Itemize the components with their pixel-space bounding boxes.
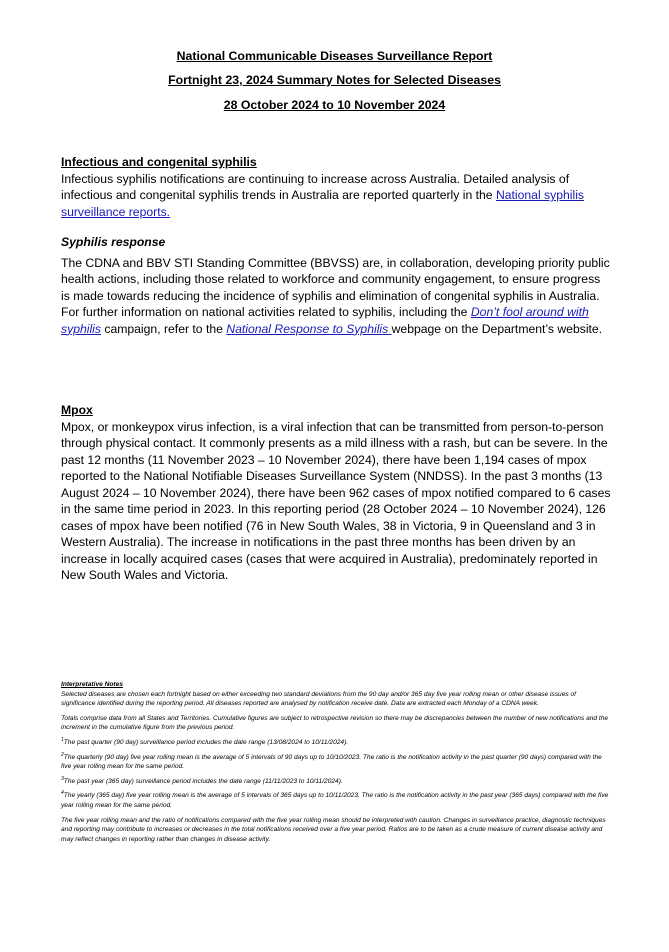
note-3-text: The past quarter (90 day) surveillance period includes the date range (13/08/2024 to 10/11/2024). <box>63 738 349 746</box>
note-1: Selected diseases are chosen each fortnight based on either exceeding two standard deviations from the 90 day and/or 365 day five year rolling mean or other disease issues of significance identified during the reporting period. All diseases reported are analysed by notification receive date. Data are extracted each Monday of a CDNA week. <box>61 690 576 708</box>
note-6-text: The yearly (365 day) five year rolling mean is the average of 5 intervals of 365 days up to 10/11/2023. The ratio is the notification activity in the past year (365 days) compared with the five year rolling mean for the same period. <box>61 792 609 809</box>
note-4-sup: 2 <box>61 751 64 758</box>
syphilis-response-text-3: webpage on the Department’s website. <box>391 321 603 336</box>
mpox-paragraph: Mpox, or monkeypox virus infection, is a viral infection that can be transmitted from person-to-person through physical contact. It commonly presents as a mild illness with a rash, but can be severe. In the past 12 months (11 November 2023 – 10 November 2024), there have been 1,194 cases of mpox reported to the National Notifiable Diseases Surveillance System (NNDSS). In the past 3 months (13 August 2024 – 10 November 2024), there have been 962 cases of mpox notified compared to 6 cases in the same time period in 2023. In this reporting period (28 October 2024 – 10 November 2024), 126 cases of mpox have been notified (76 in New South Wales, 38 in Victoria, 9 in Queensland and 3 in Western Australia). The increase in notifications in the past three months has been driven by an increase in locally acquired cases (cases that were acquired in Australia), predominately reported in New South Wales and Victoria. <box>61 419 611 582</box>
note-7: The five year rolling mean and the ratio of notifications compared with the five year rolling mean should be interpreted with caution. Changes in surveillance practice, diagnostic techniques and reporting may contribute to increases or decreases in the total notifications received over a five year period. Ratios are to be taken as a crude measure of current disease activity and may reflect changes in reporting rather than changes in disease activity. <box>61 816 606 843</box>
mpox-heading: Mpox <box>61 403 93 417</box>
syphilis-response-section <box>61 234 611 337</box>
syphilis-section <box>61 154 611 220</box>
notes-heading: Interpretative Notes <box>61 681 123 688</box>
mpox-section <box>61 402 611 584</box>
report-date-range: 28 October 2024 to 10 November 2024 <box>223 98 446 112</box>
note-5-text: The past year (365 day) surveillance period includes the date range (11/11/2023 to 10/11/2024). <box>63 777 343 785</box>
note-3-sup: 1 <box>61 736 64 743</box>
syphilis-heading: Infectious and congenital syphilis <box>61 155 257 169</box>
dont-fool-around-link[interactable]: Don’t fool around with syphilis <box>61 305 589 336</box>
note-4 <box>61 753 611 772</box>
syphilis-surveillance-link[interactable]: National syphilis surveillance reports. <box>61 188 584 219</box>
note-6-sup: 4 <box>61 790 64 797</box>
report-title: National Communicable Diseases Surveillance Report <box>176 49 493 63</box>
syphilis-response-heading: Syphilis response <box>61 235 166 249</box>
note-6 <box>61 791 611 810</box>
note-5-sup: 3 <box>61 775 64 782</box>
note-3 <box>61 738 611 748</box>
syphilis-response-text-1: The CDNA and BBV STI Standing Committee (BBVSS) are, in collaboration, developing priority public health actions, including those related to workforce and community engagement, to ensure progress is made towards reducing the incidence of syphilis and elimination of congenital syphilis in Australia. For further information on national activities related to syphilis, including the <box>61 255 610 319</box>
national-response-link[interactable]: National Response to Syphilis <box>226 321 392 336</box>
report-subtitle: Fortnight 23, 2024 Summary Notes for Selected Diseases <box>168 73 501 87</box>
note-5 <box>61 777 611 787</box>
note-2: Totals comprise data from all States and Territories. Cumulative figures are subject to retrospective revision so there may be discrepancies between the number of new notifications and the increment in the cumulative figure from the previous period. <box>61 714 609 732</box>
interpretative-notes <box>61 680 611 849</box>
syphilis-response-paragraph <box>61 255 611 338</box>
syphilis-paragraph <box>61 171 611 221</box>
syphilis-response-text-2: campaign, refer to the <box>100 321 227 336</box>
syphilis-text: Infectious syphilis notifications are continuing to increase across Australia. Detailed analysis of infectious and congenital syphilis trends in Australia are reported quarterly in the <box>61 171 570 202</box>
note-4-text: The quarterly (90 day) five year rolling mean is the average of 5 intervals of 90 days up to 10/10/2023. The ratio is the notification activity in the past quarter (90 days) compared with the five year rolling mean for the same period. <box>61 753 602 771</box>
